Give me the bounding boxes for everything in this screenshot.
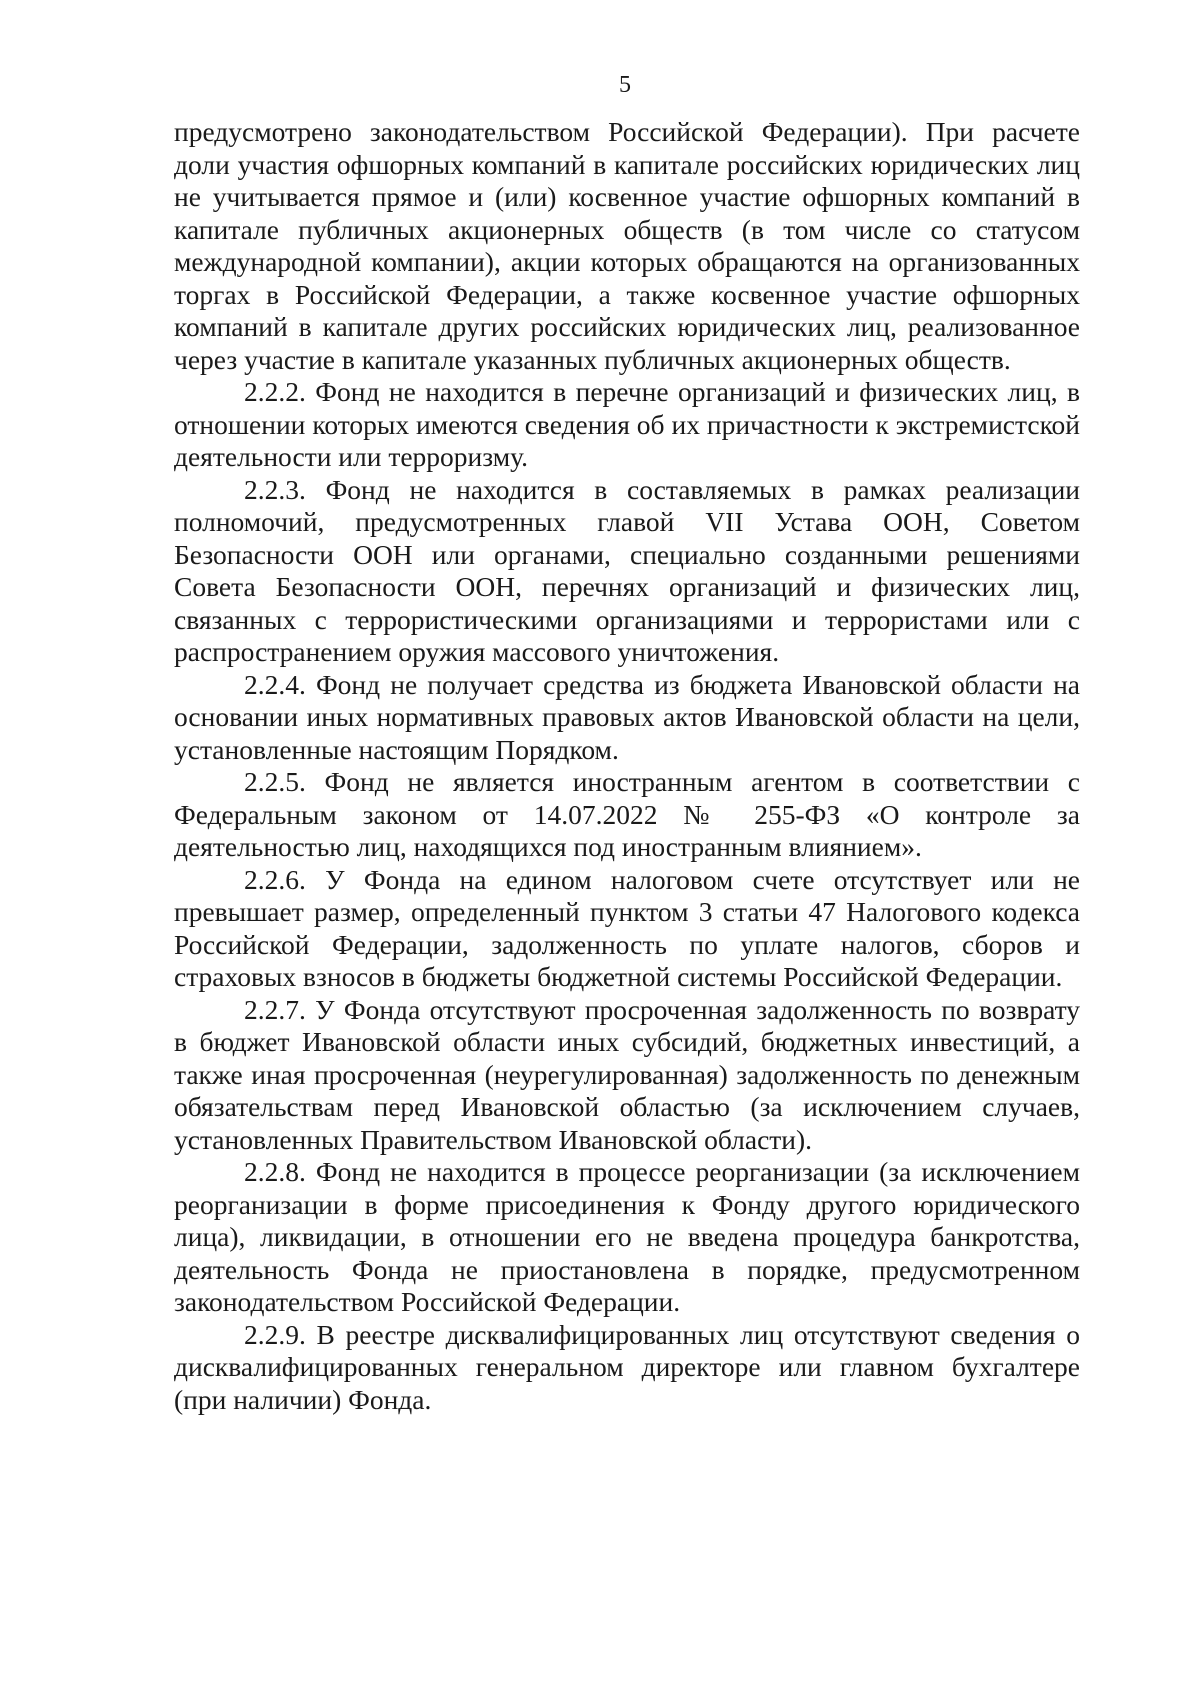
paragraph-2-2-9: 2.2.9. В реестре дисквалифицированных лиц отсутствуют сведения о дисквалифицированных генеральном директоре или главном бухгалтере (при наличии) Фонда. xyxy=(174,1318,1080,1415)
paragraph-2-2-5: 2.2.5. Фонд не является иностранным агентом в соответствии с Федеральным законом от 14.07.2022 № 255-ФЗ «О контроле за деятельностью лиц, находящихся под иностранным влиянием». xyxy=(174,766,1080,862)
paragraph-2-2-6: 2.2.6. У Фонда на едином налоговом счете отсутствует или не превышает размер, определенный пунктом 3 статьи 47 Налогового кодекса Российской Федерации, задолженность по уплате налогов, сборов и страховых взносов в бюджеты бюджетной системы Российской Федерации. xyxy=(174,863,1080,992)
page-number: 5 xyxy=(619,72,631,98)
paragraph-2-2-7: 2.2.7. У Фонда отсутствуют просроченная задолженность по возврату в бюджет Ивановской области иных субсидий, бюджетных инвестиций, а также иная просроченная (неурегулированная) задолженность по денежным обязательствам перед Ивановской областью (за исключением случаев, установленных Правительством Ивановской области). xyxy=(174,993,1080,1155)
paragraph-2-2-4: 2.2.4. Фонд не получает средства из бюджета Ивановской области на основании иных нормативных правовых актов Ивановской области на цели, установленные настоящим Порядком. xyxy=(174,668,1080,765)
paragraph-2-2-2: 2.2.2. Фонд не находится в перечне организаций и физических лиц, в отношении которых имеются сведения об их причастности к экстремистской деятельности или терроризму. xyxy=(174,376,1080,472)
document-body xyxy=(174,116,1080,1416)
paragraph-continuation: предусмотрено законодательством Российской Федерации). При расчете доли участия офшорных компаний в капитале российских юридических лиц не учитывается прямое и (или) косвенное участие офшорных компаний в капитале публичных акционерных обществ (в том числе со статусом международной компании), акции которых обращаются на организованных торгах в Российской Федерации, а также косвенное участие офшорных компаний в капитале других российских юридических лиц, реализованное через участие в капитале указанных публичных акционерных обществ. xyxy=(174,116,1080,375)
paragraph-2-2-8: 2.2.8. Фонд не находится в процессе реорганизации (за исключением реорганизации в форме присоединения к Фонду другого юридического лица), ликвидации, в отношении его не введена процедура банкротства, деятельность Фонда не приостановлена в порядке, предусмотренном законодательством Российской Федерации. xyxy=(174,1156,1080,1317)
paragraph-2-2-3: 2.2.3. Фонд не находится в составляемых в рамках реализации полномочий, предусмотренных главой VII Устава ООН, Советом Безопасности ООН или органами, специально созданными решениями Совета Безопасности ООН, перечнях организаций и физических лиц, связанных с террористическими организациями и террористами или с распространением оружия массового уничтожения. xyxy=(174,473,1080,667)
